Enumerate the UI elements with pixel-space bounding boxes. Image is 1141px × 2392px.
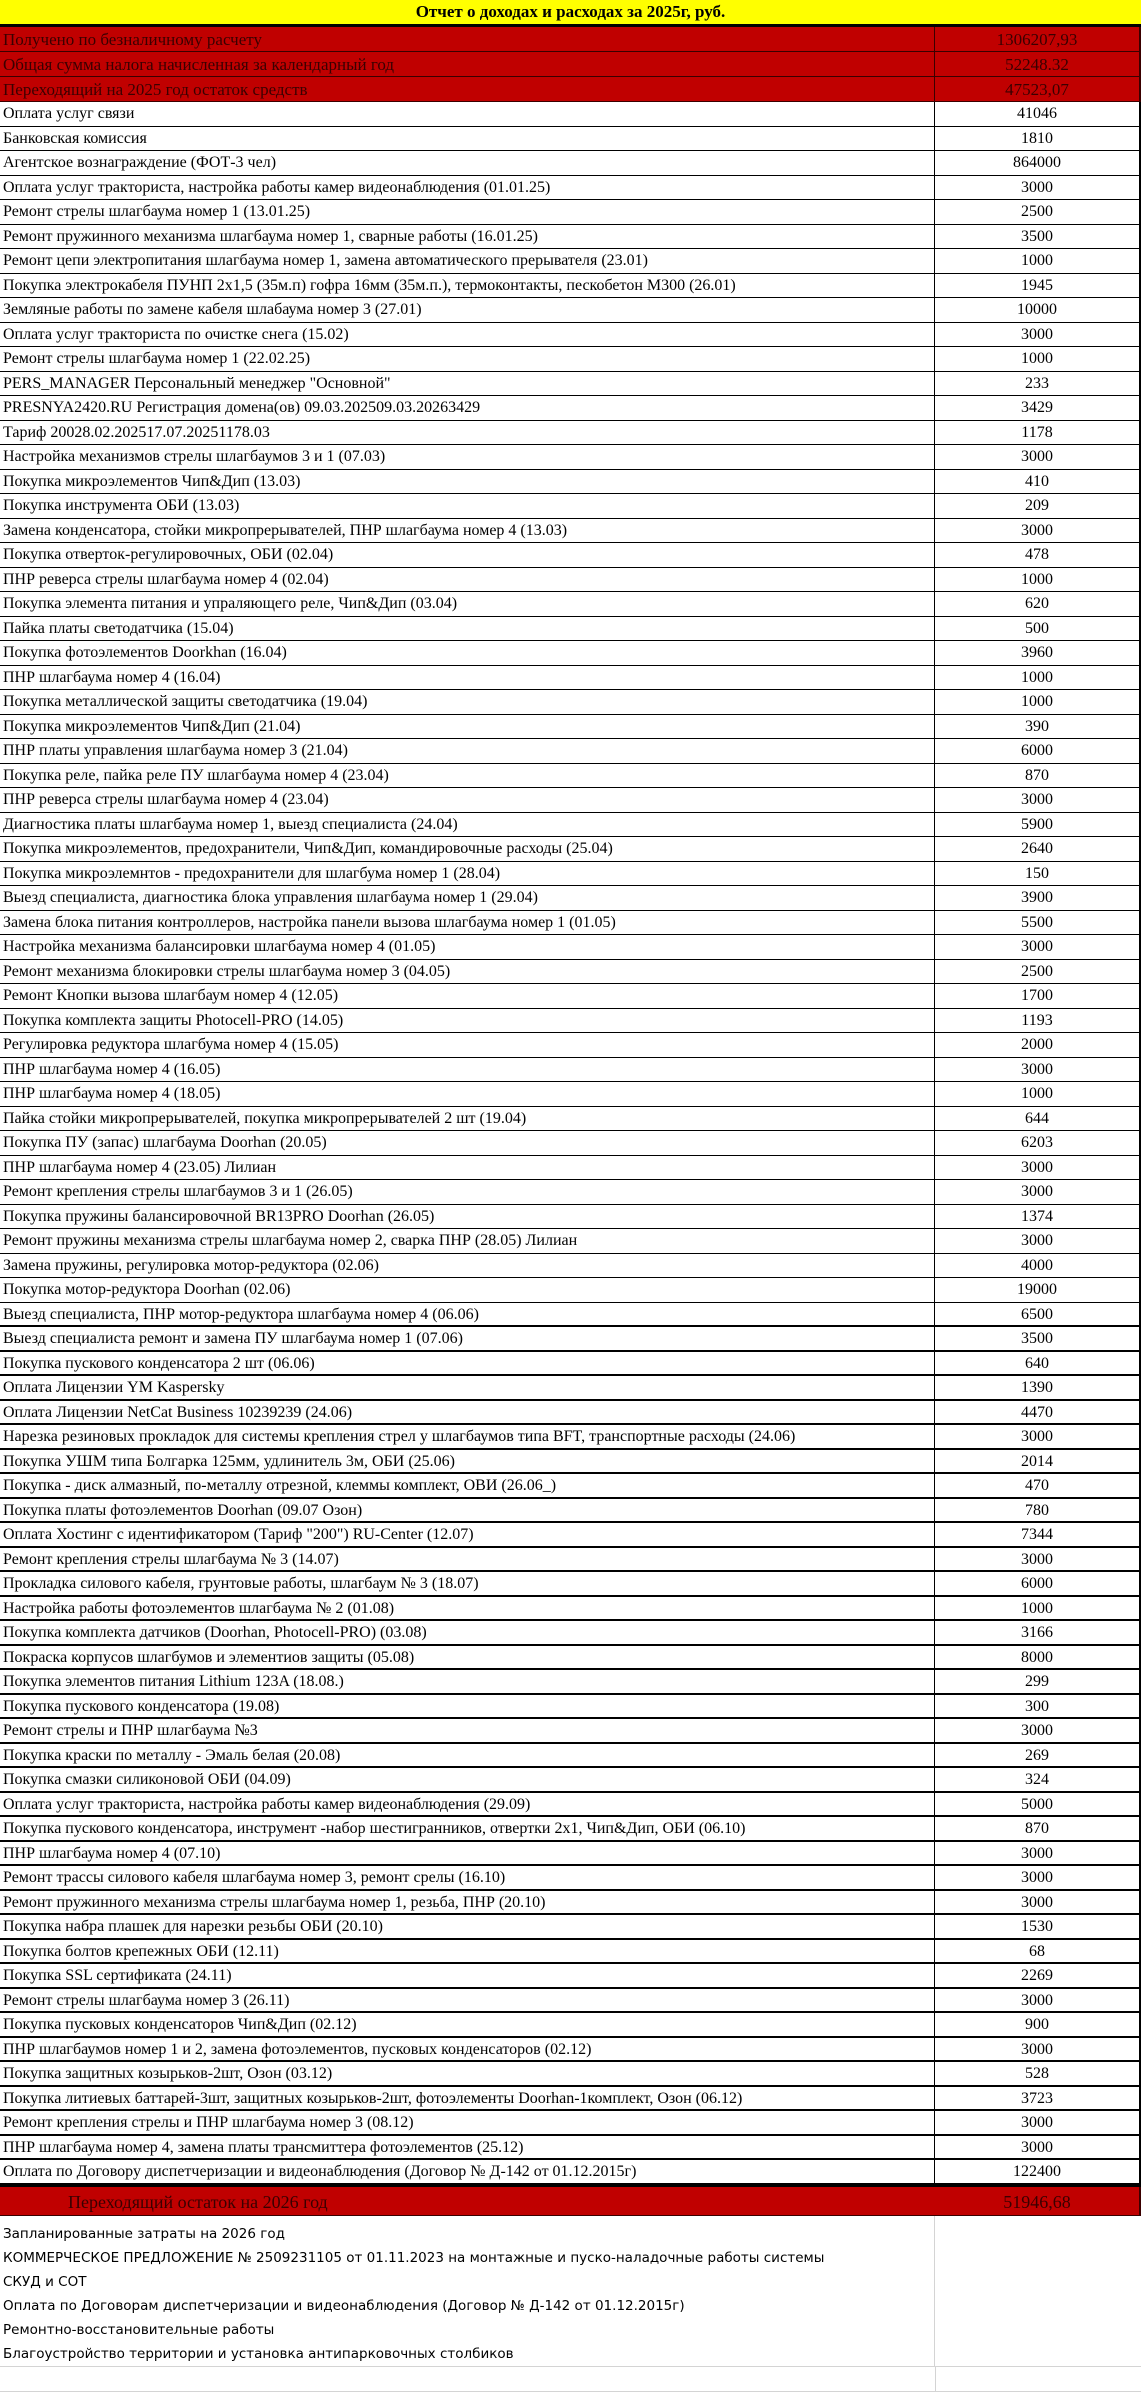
expense-description: Выезд специалиста, ПНР мотор-редуктора шлагбаума номер 4 (06.06) [0, 1303, 935, 1326]
expense-amount: 4470 [935, 1401, 1141, 1424]
expense-description: Настройка механизма балансировки шлагбаума номер 4 (01.05) [0, 935, 935, 959]
expense-description: Выезд специалиста, диагностика блока управления шлагбаума номер 1 (29.04) [0, 886, 935, 910]
summary-value: 47523,07 [935, 77, 1141, 101]
expense-amount: 1700 [935, 984, 1141, 1008]
expense-description: Настройка работы фотоэлементов шлагбаума № 2 (01.08) [0, 1597, 935, 1620]
expense-description: PERS_MANAGER Персональный менеджер "Основной" [0, 372, 935, 396]
summary-section [0, 27, 1141, 102]
expense-row [0, 2087, 1141, 2112]
expense-row [0, 1352, 1141, 1377]
expense-amount: 870 [935, 1817, 1141, 1840]
expense-row [0, 1695, 1141, 1720]
expense-row [0, 1376, 1141, 1401]
expense-row [0, 1401, 1141, 1426]
expense-row [0, 347, 1141, 372]
expense-description: Ремонт цепи электропитания шлагбаума номер 1, замена автоматического прерывателя (23.01) [0, 249, 935, 273]
expense-row [0, 1082, 1141, 1107]
expense-description: Ремонт крепления стрелы и ПНР шлагбаума номер 3 (08.12) [0, 2111, 935, 2134]
expense-amount: 5000 [935, 1793, 1141, 1816]
expense-description: ПНР шлагбаума номер 4 (18.05) [0, 1082, 935, 1106]
expense-amount: 3000 [935, 788, 1141, 812]
expense-row [0, 421, 1141, 446]
expense-amount: 2000 [935, 1033, 1141, 1057]
expense-amount: 3000 [935, 1891, 1141, 1914]
expense-row [0, 372, 1141, 397]
expense-description: Агентское вознаграждение (ФОТ-3 чел) [0, 151, 935, 175]
expense-row [0, 2111, 1141, 2136]
expense-amount: 19000 [935, 1278, 1141, 1302]
expense-description: Покупка микроэлементов Чип&Дип (13.03) [0, 470, 935, 494]
expense-amount: 620 [935, 592, 1141, 616]
expense-description: ПНР шлагбаума номер 4 (16.05) [0, 1058, 935, 1082]
expense-row [0, 298, 1141, 323]
expense-amount: 900 [935, 2013, 1141, 2036]
expense-description: Покупка микроэлемнтов - предохранители для шлагбума номер 1 (28.04) [0, 862, 935, 886]
expense-amount: 209 [935, 494, 1141, 518]
expense-row [0, 1817, 1141, 1842]
expense-amount: 3000 [935, 519, 1141, 543]
expense-description: Покупка инструмента ОБИ (13.03) [0, 494, 935, 518]
expense-row [0, 2136, 1141, 2161]
expense-row [0, 1548, 1141, 1573]
expense-description: Ремонт стрелы шлагбаума номер 1 (13.01.25) [0, 200, 935, 224]
expense-amount: 122400 [935, 2160, 1141, 2183]
expense-row [0, 1205, 1141, 1230]
expense-amount: 410 [935, 470, 1141, 494]
expense-amount: 3000 [935, 1866, 1141, 1889]
expense-row [0, 592, 1141, 617]
expense-row [0, 1033, 1141, 1058]
expense-row [0, 1621, 1141, 1646]
expense-description: ПНР платы управления шлагбаума номер 3 (21.04) [0, 739, 935, 763]
expenses-table [0, 102, 1141, 2185]
expense-description: Покупка пускового конденсатора, инструмент -набор шестигранников, отвертки 2х1, Чип&Дип, ОБИ (06.10) [0, 1817, 935, 1840]
expense-amount: 3900 [935, 886, 1141, 910]
closing-balance-label: Переходящий остаток на 2026 год [68, 2191, 328, 2212]
planned-notes [0, 2216, 1141, 2366]
expense-amount: 1000 [935, 347, 1141, 371]
expense-row [0, 813, 1141, 838]
expense-description: Покупка отверток-регулировочных, ОБИ (02.04) [0, 543, 935, 567]
expense-description: Нарезка резиновых прокладок для системы крепления стрел у шлагбаумов типа BFT, транспортные расходы (24.06) [0, 1425, 935, 1448]
expense-description: Пайка платы светодатчика (15.04) [0, 617, 935, 641]
expense-row [0, 2062, 1141, 2087]
expense-description: Земляные работы по замене кабеля шлабаума номер 3 (27.01) [0, 298, 935, 322]
summary-value: 52248.32 [935, 52, 1141, 76]
expense-amount: 3500 [935, 225, 1141, 249]
expense-amount: 3000 [935, 2038, 1141, 2061]
expense-description: Покупка элементов питания Lithium 123A (18.08.) [0, 1670, 935, 1693]
expense-description: Регулировка редуктора шлагбума номер 4 (15.05) [0, 1033, 935, 1057]
expense-amount: 1810 [935, 127, 1141, 151]
expense-description: Замена конденсатора, стойки микропрерывателей, ПНР шлагбаума номер 4 (13.03) [0, 519, 935, 543]
empty-cell [0, 2367, 936, 2391]
expense-row [0, 543, 1141, 568]
expense-amount: 1000 [935, 1597, 1141, 1620]
expense-amount: 1000 [935, 568, 1141, 592]
expense-row [0, 1989, 1141, 2014]
expense-row [0, 715, 1141, 740]
expense-row [0, 1670, 1141, 1695]
expense-amount: 3000 [935, 1548, 1141, 1571]
expense-amount: 3000 [935, 1180, 1141, 1204]
expense-amount: 3000 [935, 323, 1141, 347]
expense-description: Покупка платы фотоэлементов Doorhan (09.07 Озон) [0, 1499, 935, 1522]
expense-row [0, 200, 1141, 225]
expense-row [0, 519, 1141, 544]
expense-amount: 3429 [935, 396, 1141, 420]
expense-amount: 640 [935, 1352, 1141, 1375]
expense-description: Покупка литиевых баттарей-3шт, защитных козырьков-2шт, фотоэлементы Doorhan-1комплект, Озон (06.12) [0, 2087, 935, 2110]
expense-description: Покупка элемента питания и упраляющего реле, Чип&Дип (03.04) [0, 592, 935, 616]
expense-amount: 1000 [935, 690, 1141, 714]
expense-row [0, 1450, 1141, 1475]
expense-amount: 3000 [935, 935, 1141, 959]
expense-description: Покупка комплекта защиты Photocell-PRO (14.05) [0, 1009, 935, 1033]
expense-description: Покупка ПУ (запас) шлагбаума Doorhan (20.05) [0, 1131, 935, 1155]
planned-note-line: Ремонтно-восстановительные работы [3, 2321, 275, 2338]
expense-amount: 324 [935, 1768, 1141, 1791]
expense-description: Покупка реле, пайка реле ПУ шлагбаума номер 4 (23.04) [0, 764, 935, 788]
expense-amount: 5900 [935, 813, 1141, 837]
expense-description: Покупка пускового конденсатора (19.08) [0, 1695, 935, 1718]
expense-description: Оплата услуг тракториста, настройка работы камер видеонаблюдения (01.01.25) [0, 176, 935, 200]
expense-description: Замена блока питания контроллеров, настройка панели вызова шлагбаума номер 1 (01.05) [0, 911, 935, 935]
expense-amount: 3000 [935, 2111, 1141, 2134]
expense-amount: 3723 [935, 2087, 1141, 2110]
expense-row [0, 1572, 1141, 1597]
expense-amount: 6203 [935, 1131, 1141, 1155]
expense-amount: 1000 [935, 249, 1141, 273]
expense-row [0, 788, 1141, 813]
planned-note-line: СКУД и СОТ [3, 2273, 87, 2290]
expense-amount: 6000 [935, 739, 1141, 763]
expense-amount: 3960 [935, 641, 1141, 665]
expense-amount: 299 [935, 1670, 1141, 1693]
expense-row [0, 225, 1141, 250]
expense-description: Ремонт крепления стрелы шлагбаума № 3 (14.07) [0, 1548, 935, 1571]
expense-row [0, 617, 1141, 642]
expense-description: Покупка УШМ типа Болгарка 125мм, удлинитель 3м, ОБИ (25.06) [0, 1450, 935, 1473]
expense-row [0, 1058, 1141, 1083]
expense-row [0, 1327, 1141, 1352]
expense-description: ПНР реверса стрелы шлагбаума номер 4 (23.04) [0, 788, 935, 812]
expense-description: Замена пружины, регулировка мотор-редуктора (02.06) [0, 1254, 935, 1278]
expense-row [0, 1597, 1141, 1622]
expense-description: Покупка пружины балансировочной BR13PRO Doorhan (26.05) [0, 1205, 935, 1229]
closing-balance-value: 51946,68 [935, 2187, 1141, 2215]
summary-label: Получено по безналичному расчету [0, 27, 935, 51]
expense-row [0, 249, 1141, 274]
expense-row [0, 274, 1141, 299]
expense-row [0, 666, 1141, 691]
expense-amount: 3000 [935, 1156, 1141, 1180]
expense-row [0, 1719, 1141, 1744]
expense-amount: 470 [935, 1474, 1141, 1497]
expense-description: Покупка - диск алмазный, по-металлу отрезной, клеммы комплект, ОВИ (26.06_) [0, 1474, 935, 1497]
expense-description: Тариф 20028.02.202517.07.20251178.03 [0, 421, 935, 445]
expense-description: Покупка пусковых конденсаторов Чип&Дип (02.12) [0, 2013, 935, 2036]
expense-amount: 1530 [935, 1915, 1141, 1938]
expense-row [0, 470, 1141, 495]
expense-amount: 478 [935, 543, 1141, 567]
expense-row [0, 1793, 1141, 1818]
expense-amount: 1178 [935, 421, 1141, 445]
planned-note-line: Оплата по Договорам диспетчеризации и видеонаблюдения (Договор № Д-142 от 01.12.2015г) [3, 2297, 685, 2314]
expense-row [0, 911, 1141, 936]
expense-row [0, 568, 1141, 593]
summary-row [0, 77, 1141, 102]
expense-row [0, 1229, 1141, 1254]
expense-description: Покупка микроэлементов Чип&Дип (21.04) [0, 715, 935, 739]
summary-label: Общая сумма налога начисленная за календарный год [0, 52, 935, 76]
expense-description: Покупка защитных козырьков-2шт, Озон (03.12) [0, 2062, 935, 2085]
expense-row [0, 1009, 1141, 1034]
expense-description: ПНР шлагбаума номер 4 (23.05) Лилиан [0, 1156, 935, 1180]
expense-amount: 68 [935, 1940, 1141, 1963]
expense-description: Покупка SSL сертификата (24.11) [0, 1964, 935, 1987]
closing-balance-row [0, 2185, 1141, 2216]
expense-description: Банковская комиссия [0, 127, 935, 151]
expense-description: Покупка смазки силиконовой ОБИ (04.09) [0, 1768, 935, 1791]
expense-amount: 1193 [935, 1009, 1141, 1033]
expense-description: Покупка комплекта датчиков (Doorhan, Photocell-PRO) (03.08) [0, 1621, 935, 1644]
expense-amount: 300 [935, 1695, 1141, 1718]
expense-row [0, 886, 1141, 911]
expense-row [0, 1744, 1141, 1769]
expense-description: Ремонт стрелы шлагбаума номер 3 (26.11) [0, 1989, 935, 2012]
expense-description: Ремонт Кнопки вызова шлагбаум номер 4 (12.05) [0, 984, 935, 1008]
expense-row [0, 494, 1141, 519]
expense-description: Оплата услуг тракториста по очистке снега (15.02) [0, 323, 935, 347]
expense-row [0, 1891, 1141, 1916]
expense-amount: 3000 [935, 1842, 1141, 1865]
expense-description: Ремонт крепления стрелы шлагбаумов 3 и 1 (26.05) [0, 1180, 935, 1204]
expense-amount: 3500 [935, 1327, 1141, 1350]
planned-note-line: КОММЕРЧЕСКОЕ ПРЕДЛОЖЕНИЕ № 2509231105 от 01.11.2023 на монтажные и пуско-наладочные работы системы [3, 2249, 825, 2266]
expense-amount: 3000 [935, 1719, 1141, 1742]
expense-row [0, 2038, 1141, 2063]
expense-amount: 1374 [935, 1205, 1141, 1229]
expense-row [0, 1646, 1141, 1671]
expense-description: Покупка металлической защиты светодатчика (19.04) [0, 690, 935, 714]
expense-amount: 6000 [935, 1572, 1141, 1595]
expense-amount: 10000 [935, 298, 1141, 322]
expense-amount: 1000 [935, 1082, 1141, 1106]
expense-row [0, 176, 1141, 201]
expense-description: ПНР реверса стрелы шлагбаума номер 4 (02.04) [0, 568, 935, 592]
expense-row [0, 984, 1141, 1009]
expense-amount: 1945 [935, 274, 1141, 298]
expense-amount: 780 [935, 1499, 1141, 1522]
summary-row [0, 52, 1141, 77]
summary-label: Переходящий на 2025 год остаток средств [0, 77, 935, 101]
expense-row [0, 1499, 1141, 1524]
planned-notes-text [0, 2216, 935, 2366]
expense-description: Оплата Лицензии NetCat Business 10239239 (24.06) [0, 1401, 935, 1424]
expense-row [0, 445, 1141, 470]
report-title: Отчет о доходах и расходах за 2025г, руб. [0, 0, 1141, 27]
expense-amount: 528 [935, 2062, 1141, 2085]
planned-note-line: Запланированные затраты на 2026 год [3, 2225, 285, 2242]
expense-description: Оплата Лицензии YM Kaspersky [0, 1376, 935, 1399]
expense-row [0, 2013, 1141, 2038]
expense-row [0, 2160, 1141, 2185]
expense-amount: 500 [935, 617, 1141, 641]
expense-amount: 3166 [935, 1621, 1141, 1644]
expense-description: Покупка микроэлементов, предохранители, Чип&Дип, командировочные расходы (25.04) [0, 837, 935, 861]
planned-note-line: Благоустройство территории и установка антипарковочных столбиков [3, 2345, 514, 2362]
expense-row [0, 764, 1141, 789]
expense-row [0, 837, 1141, 862]
expense-row [0, 1425, 1141, 1450]
summary-row [0, 27, 1141, 52]
expense-description: Ремонт трассы силового кабеля шлагбаума номер 3, ремонт срелы (16.10) [0, 1866, 935, 1889]
planned-notes-empty-cell [935, 2216, 1141, 2366]
expense-description: Покупка мотор-редуктора Doorhan (02.06) [0, 1278, 935, 1302]
expense-amount: 2500 [935, 200, 1141, 224]
expense-amount: 269 [935, 1744, 1141, 1767]
expense-amount: 2640 [935, 837, 1141, 861]
expense-amount: 3000 [935, 176, 1141, 200]
expense-description: ПНР шлагбаумов номер 1 и 2, замена фотоэлементов, пусковых конденсаторов (02.12) [0, 2038, 935, 2061]
expense-row [0, 1866, 1141, 1891]
expense-row [0, 1842, 1141, 1867]
expense-description: Покупка краски по металлу - Эмаль белая (20.08) [0, 1744, 935, 1767]
expense-description: Диагностика платы шлагбаума номер 1, выезд специалиста (24.04) [0, 813, 935, 837]
expense-amount: 870 [935, 764, 1141, 788]
expense-amount: 7344 [935, 1523, 1141, 1546]
expense-row [0, 396, 1141, 421]
expense-amount: 2269 [935, 1964, 1141, 1987]
expense-amount: 3000 [935, 1425, 1141, 1448]
expense-description: Ремонт пружинного механизма шлагбаума номер 1, сварные работы (16.01.25) [0, 225, 935, 249]
expense-row [0, 102, 1141, 127]
expense-row [0, 1156, 1141, 1181]
expense-amount: 150 [935, 862, 1141, 886]
expense-description: Покупка электрокабеля ПУНП 2х1,5 (35м.п) гофра 16мм (35м.п.), термоконтакты, пескобетон М300 (26.01) [0, 274, 935, 298]
expense-row [0, 127, 1141, 152]
expense-description: Ремонт стрелы и ПНР шлагбаума №3 [0, 1719, 935, 1742]
expense-row [0, 862, 1141, 887]
summary-value: 1306207,93 [935, 27, 1141, 51]
expense-amount: 5500 [935, 911, 1141, 935]
expense-row [0, 323, 1141, 348]
expense-row [0, 1131, 1141, 1156]
expense-row [0, 641, 1141, 666]
expense-amount: 864000 [935, 151, 1141, 175]
expense-row [0, 1278, 1141, 1303]
expense-amount: 390 [935, 715, 1141, 739]
expense-description: Покупка набра плашек для нарезки резьбы ОБИ (20.10) [0, 1915, 935, 1938]
expense-amount: 3000 [935, 2136, 1141, 2159]
expense-row [0, 1940, 1141, 1965]
expense-row [0, 1474, 1141, 1499]
expense-amount: 8000 [935, 1646, 1141, 1669]
expense-row [0, 1915, 1141, 1940]
expense-amount: 2500 [935, 960, 1141, 984]
expense-amount: 1000 [935, 666, 1141, 690]
expense-description: ПНР шлагбаума номер 4 (16.04) [0, 666, 935, 690]
expense-description: Ремонт стрелы шлагбаума номер 1 (22.02.25) [0, 347, 935, 371]
expense-amount: 6500 [935, 1303, 1141, 1326]
expense-description: Покупка фотоэлементов Doorkhan (16.04) [0, 641, 935, 665]
expense-row [0, 935, 1141, 960]
expense-description: Ремонт пружинного механизма стрелы шлагбаума номер 1, резьба, ПНР (20.10) [0, 1891, 935, 1914]
expense-description: Прокладка силового кабеля, грунтовые работы, шлагбаум № 3 (18.07) [0, 1572, 935, 1595]
expense-description: Оплата услуг связи [0, 102, 935, 126]
expense-row [0, 1303, 1141, 1328]
expense-row [0, 1107, 1141, 1132]
expense-amount: 3000 [935, 445, 1141, 469]
expense-description: Покупка пускового конденсатора 2 шт (06.06) [0, 1352, 935, 1375]
expense-description: Пайка стойки микропрерывателей, покупка микропрерывателей 2 шт (19.04) [0, 1107, 935, 1131]
expense-description: PRESNYA2420.RU Регистрация домена(ов) 09.03.202509.03.20263429 [0, 396, 935, 420]
expense-description: ПНР шлагбаума номер 4, замена платы трансмиттера фотоэлементов (25.12) [0, 2136, 935, 2159]
expense-row [0, 1523, 1141, 1548]
expense-description: Ремонт механизма блокировки стрелы шлагбаума номер 3 (04.05) [0, 960, 935, 984]
expense-row [0, 1254, 1141, 1279]
expense-row [0, 151, 1141, 176]
expense-row [0, 1180, 1141, 1205]
expense-description: Оплата Хостинг с идентификатором (Тариф "200") RU-Center (12.07) [0, 1523, 935, 1546]
expense-amount: 3000 [935, 1058, 1141, 1082]
expense-amount: 3000 [935, 1229, 1141, 1253]
expense-description: Покраска корпусов шлагбумов и элементиов защиты (05.08) [0, 1646, 935, 1669]
expense-description: Покупка болтов крепежных ОБИ (12.11) [0, 1940, 935, 1963]
expense-row [0, 1964, 1141, 1989]
expense-description: ПНР шлагбаума номер 4 (07.10) [0, 1842, 935, 1865]
expense-row [0, 739, 1141, 764]
expense-description: Настройка механизмов стрелы шлагбаумов 3 и 1 (07.03) [0, 445, 935, 469]
expense-amount: 4000 [935, 1254, 1141, 1278]
expense-description: Оплата услуг тракториста, настройка работы камер видеонаблюдения (29.09) [0, 1793, 935, 1816]
expense-amount: 233 [935, 372, 1141, 396]
expense-amount: 644 [935, 1107, 1141, 1131]
expense-amount: 3000 [935, 1989, 1141, 2012]
expense-row [0, 690, 1141, 715]
expense-description: Оплата по Договору диспетчеризации и видеонаблюдения (Договор № Д-142 от 01.12.2015г) [0, 2160, 935, 2183]
expense-description: Ремонт пружины механизма стрелы шлагбаума номер 2, сварка ПНР (28.05) Лилиан [0, 1229, 935, 1253]
expense-row [0, 1768, 1141, 1793]
expense-row [0, 960, 1141, 985]
expense-amount: 2014 [935, 1450, 1141, 1473]
empty-row [0, 2366, 1141, 2392]
expense-amount: 41046 [935, 102, 1141, 126]
expense-amount: 1390 [935, 1376, 1141, 1399]
expense-description: Выезд специалиста ремонт и замена ПУ шлагбаума номер 1 (07.06) [0, 1327, 935, 1350]
